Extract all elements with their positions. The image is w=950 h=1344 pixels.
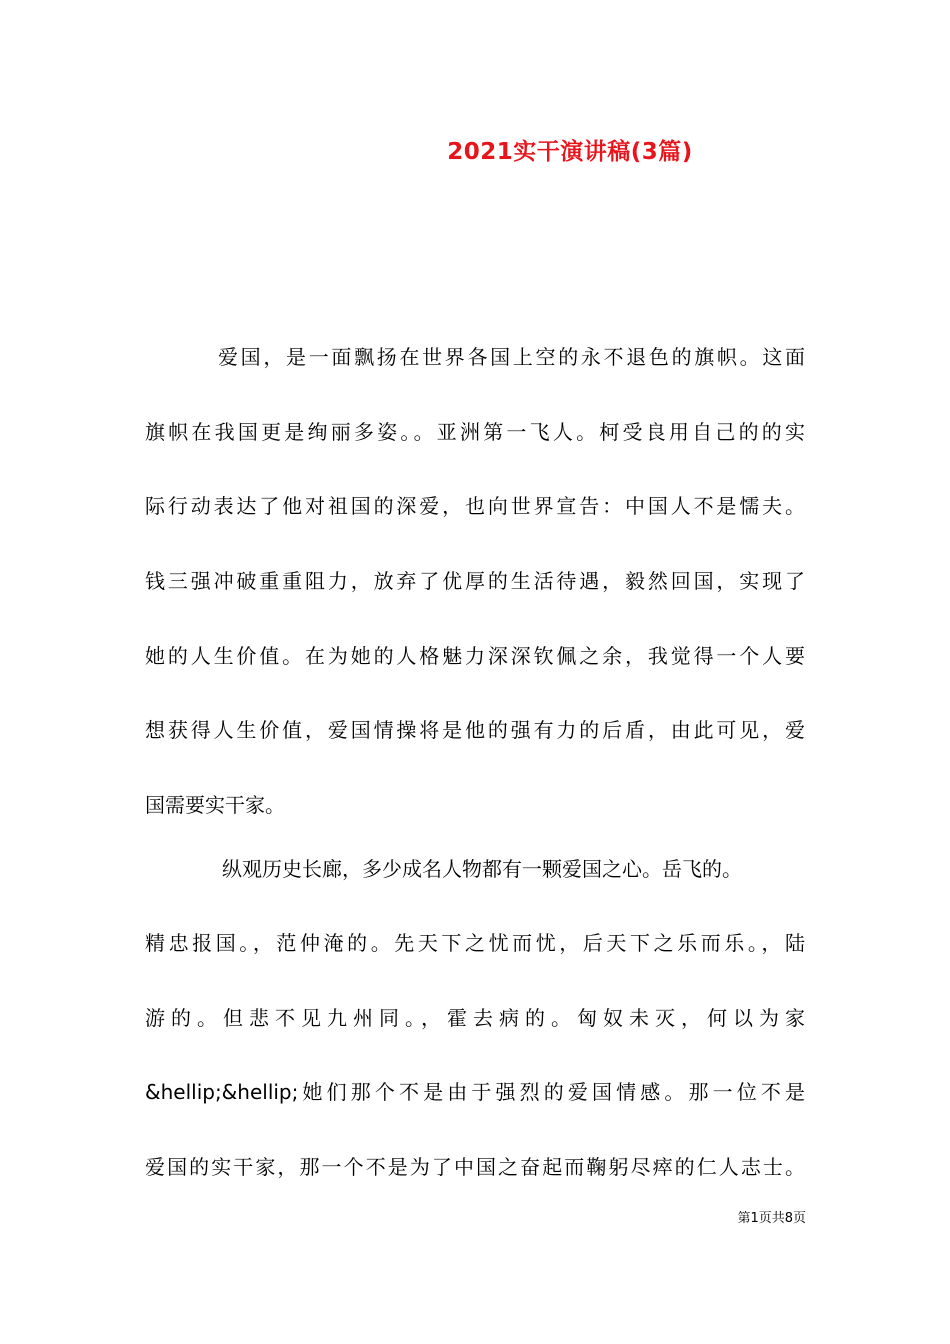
paragraph-line: 国需要实干家。 [145,793,285,817]
paragraph-line: &hellip;&hellip;她们那个不是由于强烈的爱国情感。那一位不是 [145,1080,805,1104]
paragraph-line: 纵观历史长廊，多少成名人物都有一颗爱国之心。岳飞的。 [222,857,742,881]
paragraph-line: 爱国，是一面飘扬在世界各国上空的永不退色的旗帜。这面 [218,345,805,369]
document-title: 2021实干演讲稿(3篇) [447,139,693,165]
paragraph-line: 她的人生价值。在为她的人格魅力深深钦佩之余，我觉得一个人要 [145,644,805,668]
paragraph-line: 精忠报国。，范仲淹的。先天下之忧而忧，后天下之乐而乐。，陆 [145,931,805,955]
page-number: 第1页共8页 [737,1211,806,1226]
paragraph-line: 钱三强冲破重重阻力，放弃了优厚的生活待遇，毅然回国，实现了 [145,569,805,593]
paragraph-line: 游的。但悲不见九州同。，霍去病的。匈奴未灭，何以为家 [145,1006,805,1030]
paragraph-line: 际行动表达了他对祖国的深爱，也向世界宣告：中国人不是懦夫。 [145,494,805,518]
paragraph-line: 想获得人生价值，爱国情操将是他的强有力的后盾，由此可见，爱 [145,718,805,742]
paragraph-line: 旗帜在我国更是绚丽多姿。。亚洲第一飞人。柯受良用自己的的实 [145,420,805,444]
paragraph-line: 爱国的实干家，那一个不是为了中国之奋起而鞠躬尽瘁的仁人志士。 [145,1155,805,1179]
